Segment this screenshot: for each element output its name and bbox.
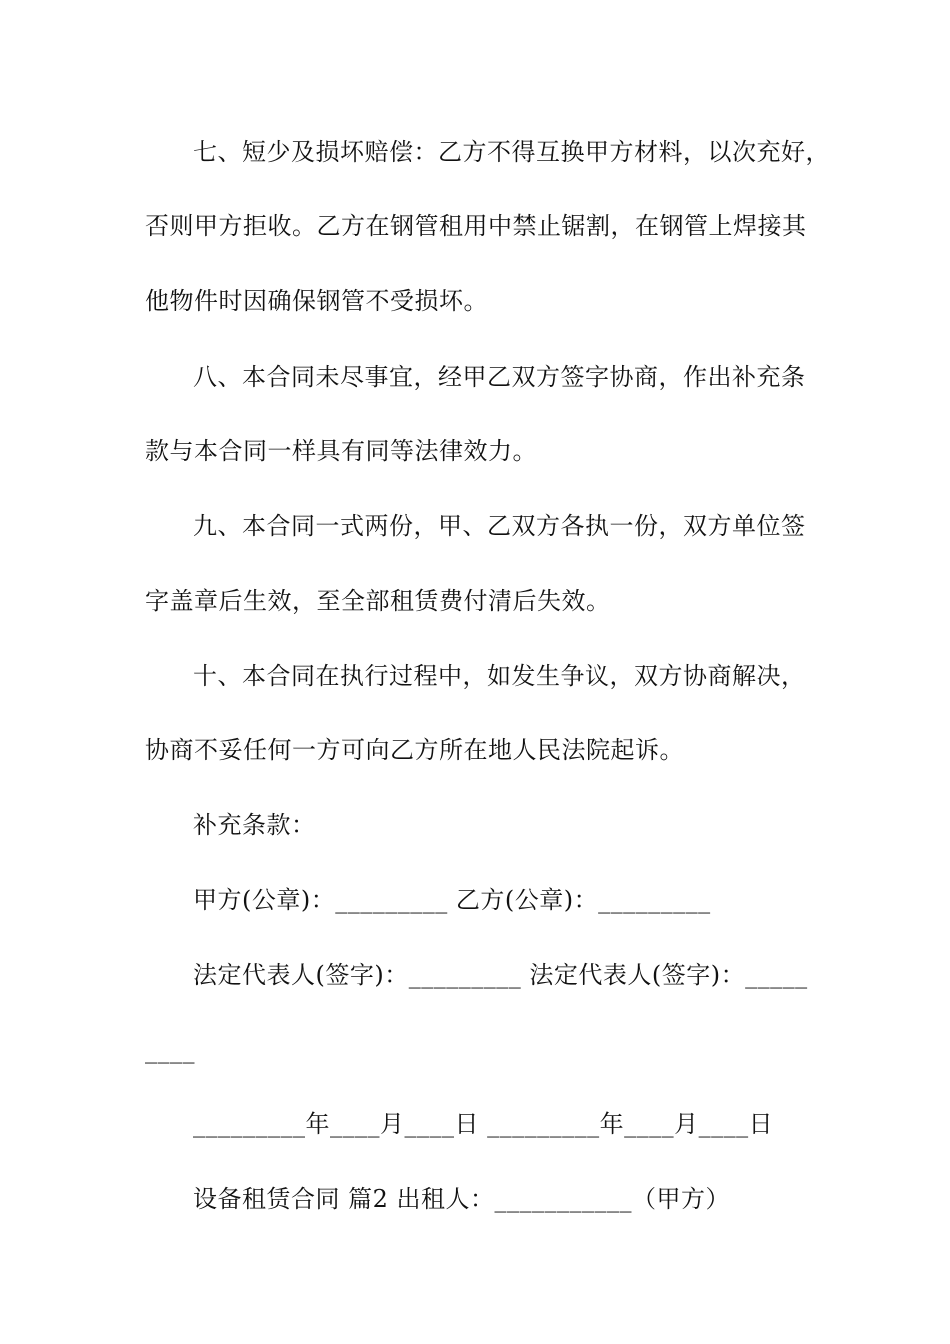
date-line: _________年____月____日 _________年____月____日 (193, 1110, 774, 1138)
contract-2-heading-line: 设备租赁合同 篇2 出租人：___________（甲方） (193, 1185, 731, 1213)
clause-9-line-1: 九、本合同一式两份，甲、乙双方各执一份，双方单位签 (193, 512, 806, 540)
clause-8-line-2: 款与本合同一样具有同等法律效力。 (145, 437, 537, 465)
clause-7-line-1: 七、短少及损坏赔偿：乙方不得互换甲方材料，以次充好， (193, 138, 830, 166)
clause-8-line-1: 八、本合同未尽事宜，经甲乙双方签字协商，作出补充条 (193, 363, 806, 391)
clause-7-line-3: 他物件时因确保钢管不受损坏。 (145, 287, 488, 315)
clause-10-line-2: 协商不妥任何一方可向乙方所在地人民法院起诉。 (145, 736, 684, 764)
party-seal-line: 甲方(公章)：_________ 乙方(公章)：_________ (193, 886, 711, 914)
supplementary-terms-heading: 补充条款： (193, 811, 316, 839)
clause-7-line-2: 否则甲方拒收。乙方在钢管租用中禁止锯割，在钢管上焊接其 (145, 212, 807, 240)
legal-representative-line: 法定代表人(签字)：_________ 法定代表人(签字)：_____ (193, 961, 808, 989)
legal-representative-continuation: ____ (145, 1036, 195, 1064)
clause-10-line-1: 十、本合同在执行过程中，如发生争议，双方协商解决， (193, 662, 806, 690)
clause-9-line-2: 字盖章后生效，至全部租赁费付清后失效。 (145, 587, 611, 615)
